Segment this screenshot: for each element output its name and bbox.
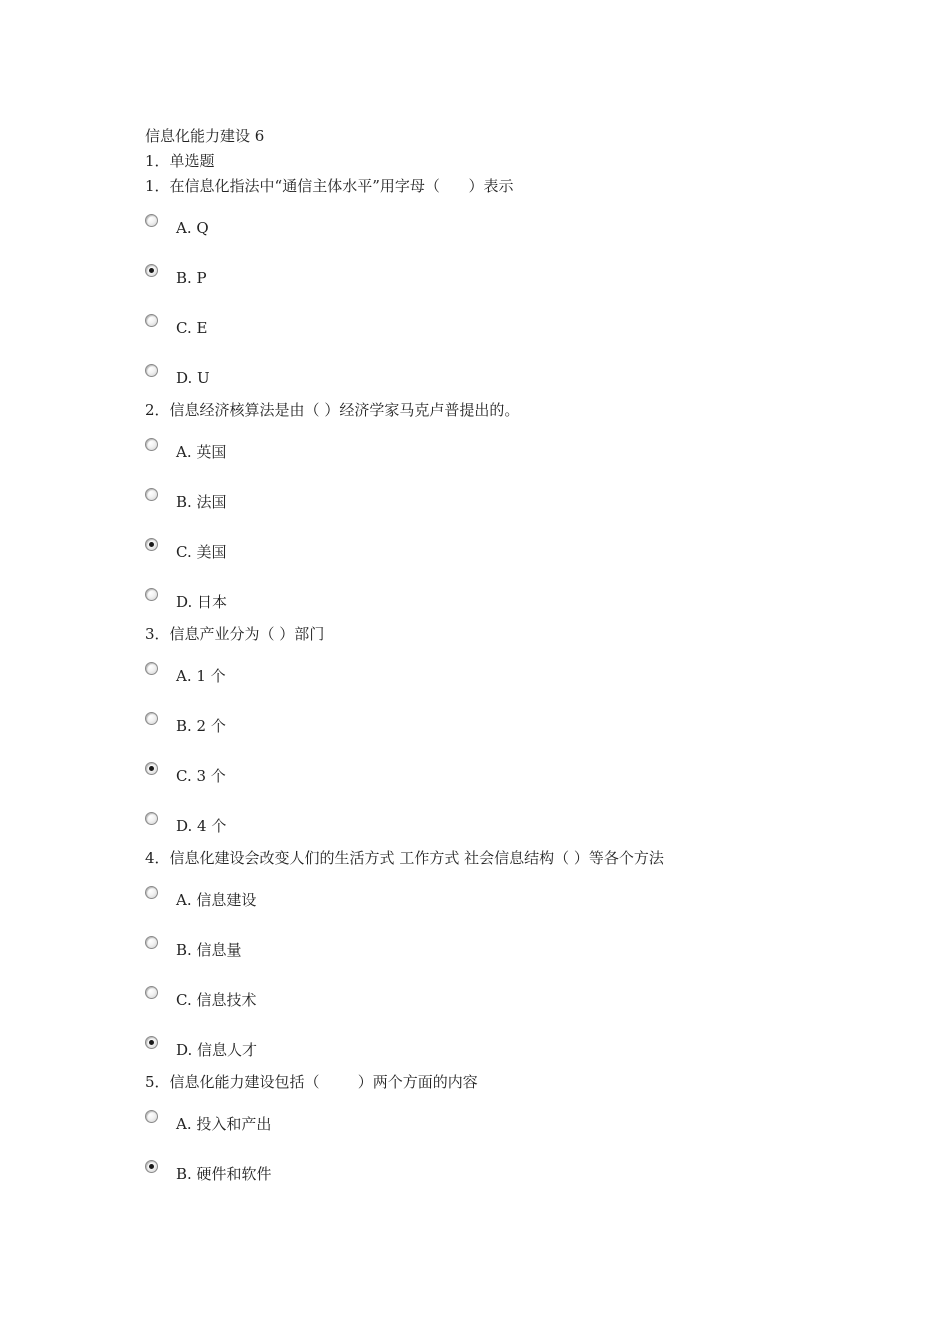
answer-option-label: A. 英国 — [176, 443, 227, 461]
answer-option-label: C. 美国 — [176, 543, 227, 561]
answer-option-label: C. E — [176, 319, 208, 337]
answer-option-label: D. 4 个 — [176, 817, 227, 835]
answer-option-label: D. U — [176, 369, 210, 387]
question-text: 2．信息经济核算法是由（ ）经济学家马克卢普提出的。 — [145, 401, 520, 419]
answer-option-label: D. 日本 — [176, 593, 228, 611]
radio-selected-dot-icon — [149, 1040, 154, 1045]
answer-radio-button[interactable] — [145, 538, 158, 551]
answer-option-label: B. P — [176, 269, 207, 287]
answer-radio-button[interactable] — [145, 264, 158, 277]
answer-radio-button[interactable] — [145, 1110, 158, 1123]
radio-selected-dot-icon — [149, 1164, 154, 1169]
answer-radio-button[interactable] — [145, 812, 158, 825]
radio-selected-dot-icon — [149, 542, 154, 547]
answer-option-label: C. 信息技术 — [176, 991, 257, 1009]
section-heading: 1．单选题 — [145, 152, 215, 170]
answer-radio-button[interactable] — [145, 438, 158, 451]
answer-option-label: B. 硬件和软件 — [176, 1165, 272, 1183]
answer-option-label: A. 投入和产出 — [176, 1115, 272, 1133]
answer-option-label: B. 信息量 — [176, 941, 242, 959]
answer-radio-button[interactable] — [145, 936, 158, 949]
answer-radio-button[interactable] — [145, 364, 158, 377]
question-text: 3．信息产业分为（ ）部门 — [145, 625, 325, 643]
answer-option-label: A. Q — [176, 219, 209, 237]
answer-radio-button[interactable] — [145, 986, 158, 999]
answer-radio-button[interactable] — [145, 314, 158, 327]
answer-option-label: D. 信息人才 — [176, 1041, 258, 1059]
radio-selected-dot-icon — [149, 268, 154, 273]
question-text: 1．在信息化指法中“通信主体水平”用字母（ ）表示 — [145, 177, 514, 195]
answer-radio-button[interactable] — [145, 886, 158, 899]
answer-option-label: C. 3 个 — [176, 767, 226, 785]
answer-option-label: A. 信息建设 — [176, 891, 257, 909]
answer-radio-button[interactable] — [145, 214, 158, 227]
answer-option-label: B. 法国 — [176, 493, 227, 511]
answer-option-label: B. 2 个 — [176, 717, 226, 735]
answer-radio-button[interactable] — [145, 712, 158, 725]
question-text: 4．信息化建设会改变人们的生活方式 工作方式 社会信息结构（ ）等各个方法 — [145, 849, 664, 867]
answer-radio-button[interactable] — [145, 1160, 158, 1173]
answer-option-label: A. 1 个 — [176, 667, 226, 685]
answer-radio-button[interactable] — [145, 762, 158, 775]
answer-radio-button[interactable] — [145, 588, 158, 601]
answer-radio-button[interactable] — [145, 1036, 158, 1049]
radio-selected-dot-icon — [149, 766, 154, 771]
answer-radio-button[interactable] — [145, 662, 158, 675]
document-title: 信息化能力建设 6 — [145, 127, 265, 145]
question-text: 5．信息化能力建设包括（ ）两个方面的内容 — [145, 1073, 478, 1091]
answer-radio-button[interactable] — [145, 488, 158, 501]
